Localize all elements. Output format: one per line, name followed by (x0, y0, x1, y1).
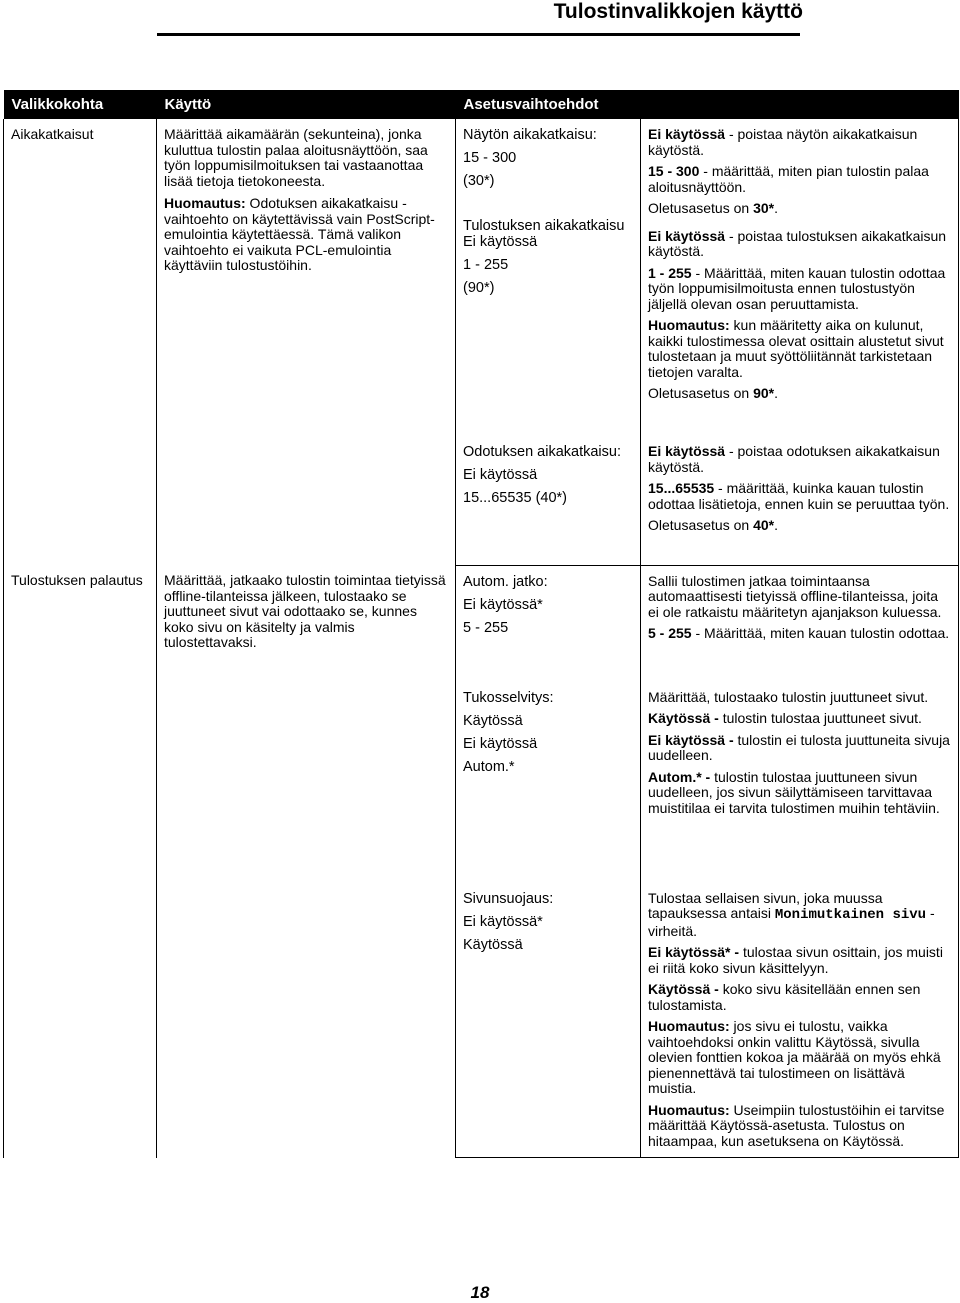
description-paragraph (648, 711, 952, 727)
table-row (4, 565, 959, 682)
option-label: 1 - 255 (648, 264, 692, 281)
description-paragraph (648, 891, 952, 940)
description-paragraph (648, 518, 952, 534)
option-label: 30* (753, 200, 775, 216)
auto-continue-description (641, 565, 959, 682)
description-paragraph (648, 481, 952, 512)
option-text: kun määritetty aika on kulunut, kaikki tulostimessa olevat osittain alustetut sivut tulostetaan ja muut syöttöliitännät tarkistetaan tietojen varalta. (648, 317, 944, 380)
option-text: . (774, 385, 778, 401)
description-paragraph (648, 945, 952, 976)
display-timeout-settings (456, 119, 641, 440)
description-paragraph: Määrittää, tulostaako tulostin juuttuneet sivut. (648, 688, 929, 705)
description-paragraph (648, 1019, 952, 1097)
jam-recovery-settings (456, 682, 641, 883)
option-text: - määrittää, miten pian tulostin palaa aloitusnäyttöön. (648, 163, 929, 195)
description-paragraph (648, 444, 952, 475)
setting-line: 15...65535 (40*) (463, 490, 567, 506)
header-use: Käyttö (157, 90, 456, 119)
option-text: Useimpiin tulostustöihin ei tarvitse määrittää Käytössä-asetusta. Tulostus on hitaampaa, kun asetuksena on Käytössä. (648, 1101, 945, 1149)
jam-recovery-description (641, 682, 959, 883)
note-text: Odotuksen aikakatkaisu -vaihtoehto on käytettävissä vain PostScript-emulointia käytettäessä. Tämä valikon vaihtoehto ei vaikuta PCL-emulointia käyttäviin tulostustöihin. (164, 195, 435, 273)
description-paragraph (648, 770, 952, 817)
option-label: 90* (753, 385, 775, 401)
description-paragraph (648, 164, 952, 195)
description-paragraph (648, 386, 952, 402)
setting-line: Sivunsuojaus: (463, 890, 554, 907)
option-text: . (774, 200, 778, 216)
menu-item-print-recovery: Tulostuksen palautus (4, 565, 157, 1158)
setting-line: Autom.* (463, 758, 515, 775)
option-text: - poistaa tulostuksen aikakatkaisun käytöstä. (648, 227, 947, 259)
description-paragraph (648, 1103, 952, 1150)
option-text: Oletusasetus on (648, 517, 754, 533)
description-paragraph (648, 733, 952, 764)
option-text: - Määrittää, miten kauan tulostin odottaa työn loppumisilmoitusta ennen tulostustyön jäljellä olevan osan peruuttamista. (648, 264, 946, 312)
setting-line: Näytön aikakatkaisu: (463, 127, 597, 143)
title-rule (157, 33, 800, 36)
setting-line: 15 - 300 (463, 150, 517, 166)
table-header-row (4, 90, 959, 119)
description-paragraph (648, 229, 952, 260)
option-text: - poistaa näytön aikakatkaisun käytöstä. (648, 126, 918, 158)
setting-line: Ei käytössä (463, 735, 538, 752)
description-paragraph: Sallii tulostimen jatkaa toimintaansa automaattisesti tietyissä offline-tilanteissa, joita ei ole ratkaistu määritetyn ajanjakson kuluessa. (648, 572, 942, 620)
option-text: - Määrittää, miten kauan tulostin odottaa. (691, 625, 950, 641)
recovery-use-cell (157, 565, 456, 1158)
wait-timeout-description (641, 440, 959, 565)
option-label: Käytössä - (648, 710, 719, 726)
setting-line: Tulostuksen aikakatkaisu (463, 218, 625, 234)
setting-line: Tukosselvitys: (463, 689, 554, 706)
option-text: Oletusasetus on (648, 385, 754, 401)
page-protect-description (641, 883, 959, 1158)
option-label: 5 - 255 (648, 625, 692, 641)
option-text: Tulostaa sellaisen sivun, joka muussa tapauksessa antaisi (648, 889, 883, 921)
option-label: Ei käytössä (648, 443, 726, 459)
setting-line: (90*) (463, 280, 495, 296)
option-text: Oletusasetus on (648, 200, 754, 216)
timeouts-use-note (164, 196, 449, 274)
option-text: tulostin tulostaa juuttuneet sivut. (718, 710, 922, 726)
timeouts-use-cell (157, 119, 456, 565)
note-label: Huomautus: (164, 195, 246, 211)
setting-line: Käytössä (463, 712, 523, 729)
auto-continue-settings (456, 565, 641, 682)
option-label: Autom.* - (648, 768, 711, 785)
option-text: tulostaa sivun osittain, jos muisti ei riitä koko sivun käsittelyyn. (648, 944, 943, 976)
timeouts-use-text: Määrittää aikamäärän (sekunteina), jonka kuluttua tulostin palaa aloitusnäyttöön, saa työn loppumisilmoituksen tai vastaanottaa lisää tietoja tietokoneesta. (164, 126, 428, 189)
option-label: Ei käytössä (648, 227, 726, 244)
option-text: jos sivu ei tulostu, vaikka vaihtoehdoksi onkin valittu Käytössä, sivulla olevien fonttien kokoa ja määrää on myös ehkä pienennettävä tai tulostimeen on lisättävä muistia. (648, 1018, 941, 1096)
setting-line: 5 - 255 (463, 619, 509, 636)
option-text: tulostin tulostaa juuttuneen sivun uudelleen, jos sivun säilyttämiseen tarvittavaa muistitilaa ei tarvita tulostimen muihin tehtäviin. (648, 768, 940, 816)
description-paragraph (648, 318, 952, 380)
wait-timeout-settings (456, 440, 641, 565)
setting-line: Ei käytössä* (463, 596, 543, 613)
option-label: 15 - 300 (648, 163, 700, 179)
option-label: Huomautus: (648, 1101, 730, 1118)
menu-table (3, 90, 959, 1158)
page-title: Tulostinvalikkojen käyttö (553, 0, 803, 23)
setting-line: 1 - 255 (463, 257, 509, 273)
option-label: Huomautus: (648, 317, 730, 333)
option-label: Ei käytössä - (648, 731, 734, 748)
description-paragraph (648, 201, 952, 217)
setting-line: Ei käytössä* (463, 913, 543, 930)
error-message-text: Monimutkainen sivu (774, 907, 927, 923)
description-paragraph (648, 266, 952, 313)
header-item: Valikkokohta (4, 90, 157, 119)
option-text: -virheitä. (648, 905, 935, 939)
setting-line: Odotuksen aikakatkaisu: (463, 444, 621, 460)
option-text: tulostin ei tulosta juuttuneita sivuja uudelleen. (648, 731, 950, 763)
page-protect-settings (456, 883, 641, 1158)
setting-line: Ei käytössä (463, 234, 538, 250)
header-settings: Asetusvaihtoehdot (456, 90, 959, 119)
description-paragraph (648, 626, 952, 642)
option-label: Ei käytössä (648, 126, 726, 142)
description-paragraph (648, 127, 952, 158)
page-number: 18 (470, 1283, 490, 1302)
setting-line: Ei käytössä (463, 467, 538, 483)
option-label: 15...65535 (648, 480, 715, 496)
option-label: Käytössä - (648, 981, 719, 997)
recovery-use-text: Määrittää, jatkaako tulostin toimintaa tietyissä offline-tilanteissa jälkeen, tulostaako se juuttuneet sivut vai odottaako se, kunnes koko sivu on käsitelty ja valmis tulostettavaksi. (164, 572, 446, 650)
setting-line: Käytössä (463, 936, 523, 953)
display-timeout-description (641, 119, 959, 440)
option-text: koko sivu käsitellään ennen sen tulostamista. (648, 981, 921, 1013)
setting-line: (30*) (463, 173, 495, 189)
setting-line: Autom. jatko: (463, 573, 548, 590)
option-text: - poistaa odotuksen aikakatkaisun käytöstä. (648, 443, 940, 475)
menu-item-timeouts: Aikakatkaisut (4, 119, 157, 565)
option-label: 40* (753, 517, 775, 533)
option-text: - määrittää, kuinka kauan tulostin odottaa lisätietoja, ennen kuin se peruuttaa työn. (648, 480, 950, 512)
option-label: Ei käytössä* - (648, 944, 740, 960)
option-text: . (774, 517, 778, 533)
table-row (4, 119, 959, 440)
option-label: Huomautus: (648, 1018, 730, 1034)
description-paragraph (648, 982, 952, 1013)
